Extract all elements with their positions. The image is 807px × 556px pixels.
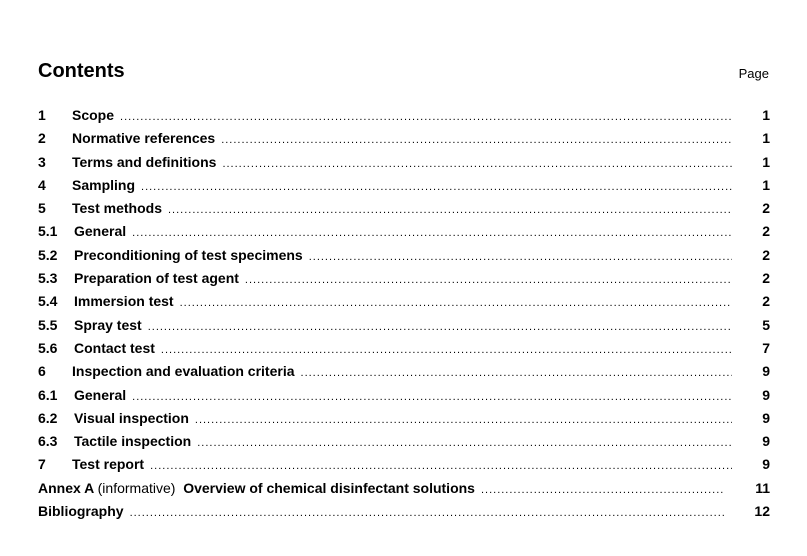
toc-entry-page: 5: [762, 316, 770, 333]
dot-leader: [148, 321, 732, 333]
toc-entry[interactable]: [38, 410, 770, 433]
toc-entry-number: 4: [38, 176, 46, 193]
dot-leader: [222, 158, 732, 170]
toc-entry-title: Sampling: [72, 176, 136, 193]
annex-label: Annex A: [38, 479, 94, 496]
toc-entry-page: 2: [762, 200, 770, 217]
toc-entry-page: 2: [762, 270, 770, 287]
toc-entry-page: 9: [762, 386, 770, 403]
toc-entry-number: 5.5: [38, 316, 58, 333]
toc-entry-number: 5.6: [38, 339, 58, 356]
dot-leader: [195, 414, 732, 426]
toc-entry-page: 2: [762, 246, 770, 263]
toc-entry[interactable]: [38, 154, 770, 177]
toc-entry[interactable]: [38, 340, 770, 363]
toc-entry-page: 11: [755, 479, 770, 496]
toc-entry[interactable]: [38, 387, 770, 410]
toc-entry-number: 2: [38, 130, 46, 147]
toc-entry-number: 5.3: [38, 270, 58, 287]
toc-entry[interactable]: [38, 456, 770, 479]
toc-entry-title: Visual inspection: [74, 409, 189, 426]
toc-entry[interactable]: [38, 200, 770, 223]
toc-entry-bibliography[interactable]: [38, 503, 770, 526]
toc-entry[interactable]: [38, 107, 770, 130]
dot-leader: [481, 484, 724, 496]
toc-entry-page: 1: [762, 130, 770, 147]
toc-entry-title: Test methods: [72, 200, 162, 217]
toc-entry-title: Bibliography: [38, 503, 124, 520]
dot-leader: [197, 437, 732, 449]
toc-entry-number: 5.1: [38, 223, 58, 240]
toc-entry-number: 1: [38, 107, 46, 123]
toc-entry-annex-a[interactable]: [38, 480, 770, 503]
toc-entry[interactable]: [38, 177, 770, 200]
toc-entry-number: 5.2: [38, 246, 58, 263]
dot-leader: [132, 391, 732, 403]
toc-entry-title: Inspection and evaluation criteria: [72, 363, 295, 380]
dot-leader: [301, 367, 732, 379]
toc-entry-page: 12: [754, 503, 770, 520]
toc-entry-title: Terms and definitions: [72, 153, 217, 170]
table-of-contents: [38, 107, 770, 526]
toc-entry-title: Preparation of test agent: [74, 270, 239, 287]
dot-leader: [168, 204, 732, 216]
dot-leader: [130, 507, 724, 519]
toc-entry-page: 1: [762, 107, 770, 123]
toc-entry-page: 9: [762, 409, 770, 426]
toc-entry-title: Test report: [72, 456, 145, 473]
toc-entry-number: 5.4: [38, 293, 58, 310]
dot-leader: [309, 251, 732, 263]
dot-leader: [141, 181, 732, 193]
toc-entry-page: 9: [762, 363, 770, 380]
toc-entry-page: 7: [762, 339, 770, 356]
toc-entry[interactable]: [38, 247, 770, 270]
page-column-label: Page: [738, 66, 769, 81]
toc-entry-number: 3: [38, 153, 46, 170]
toc-entry-number: 7: [38, 456, 46, 473]
toc-entry-title: Tactile inspection: [74, 433, 192, 450]
toc-entry-page: 9: [762, 433, 770, 450]
dot-leader: [245, 274, 732, 286]
toc-entry-number: 6.3: [38, 433, 58, 450]
toc-entry[interactable]: [38, 270, 770, 293]
dot-leader: [180, 297, 732, 309]
toc-entry-number: 5: [38, 200, 46, 217]
toc-entry[interactable]: [38, 317, 770, 340]
toc-entry-title: General: [74, 386, 127, 403]
toc-entry-title: [38, 480, 475, 496]
toc-entry[interactable]: [38, 433, 770, 456]
toc-entry-title: Spray test: [74, 316, 142, 333]
toc-entry-title: Contact test: [74, 339, 155, 356]
toc-entry-number: 6: [38, 363, 46, 380]
toc-entry-title: Preconditioning of test specimens: [74, 246, 303, 263]
annex-title: Overview of chemical disinfectant solutions: [183, 479, 475, 496]
toc-entry[interactable]: [38, 130, 770, 153]
toc-entry-page: 9: [762, 456, 770, 473]
toc-entry-page: 2: [762, 293, 770, 310]
toc-entry-page: 2: [762, 223, 770, 240]
toc-entry[interactable]: [38, 293, 770, 316]
annex-type: (informative): [97, 479, 176, 496]
toc-entry-title: Immersion test: [74, 293, 174, 310]
toc-entry-number: 6.2: [38, 409, 58, 426]
toc-entry-title: Scope: [72, 107, 115, 123]
dot-leader: [221, 134, 732, 146]
dot-leader: [161, 344, 732, 356]
toc-entry-title: Normative references: [72, 130, 216, 147]
toc-entry-page: 1: [762, 176, 770, 193]
dot-leader: [132, 227, 732, 239]
dot-leader: [120, 111, 732, 123]
toc-entry-number: 6.1: [38, 386, 58, 403]
dot-leader: [150, 460, 732, 472]
toc-entry-title: General: [74, 223, 127, 240]
toc-entry[interactable]: [38, 363, 770, 386]
toc-entry[interactable]: [38, 223, 770, 246]
page-title: Contents: [38, 60, 125, 82]
toc-entry-page: 1: [762, 153, 770, 170]
